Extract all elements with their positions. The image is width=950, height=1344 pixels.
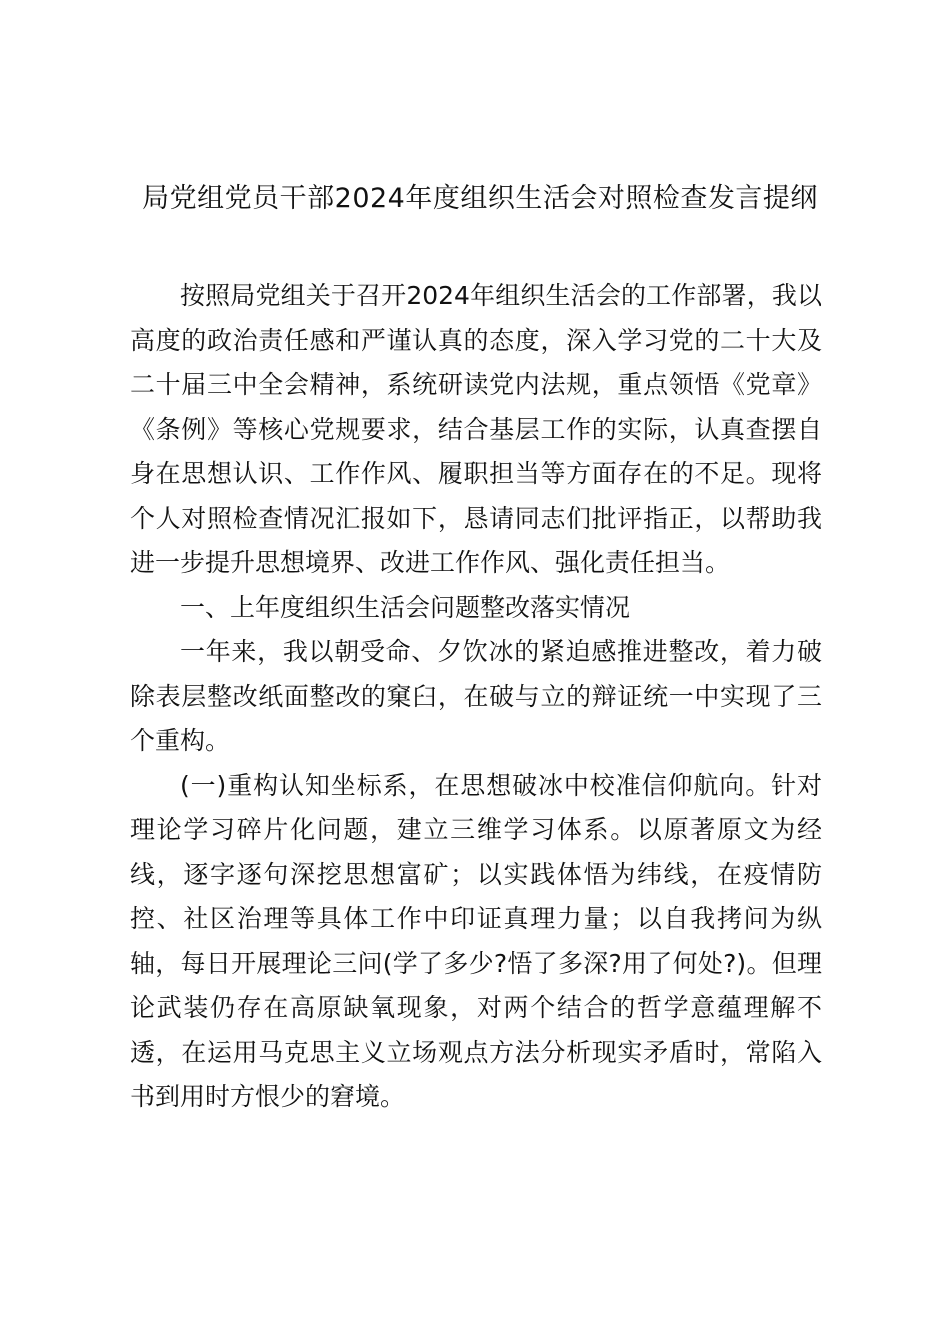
section-heading: 一、上年度组织生活会问题整改落实情况 (180, 592, 631, 622)
document-title: 局党组党员干部2024年度组织生活会对照检查发言提纲 (142, 183, 818, 214)
intro-paragraph: 按照局党组关于召开2024年组织生活会的工作部署，我以高度的政治责任感和严谨认真的态度，深入学习党的二十大及二十届三中全会精神，系统研读党内法规，重点领悟《党章》《条例》等核心党规要求，结合基层工作的实际，认真查摆自身在思想认识、工作作风、履职担当等方面存在的不足。现将个人对照检查情况汇报如下，恳请同志们批评指正，以帮助我进一步提升思想境界、改进工作作风、强化责任担当。 (130, 281, 822, 577)
subsection-paragraph: (一)重构认知坐标系，在思想破冰中校准信仰航向。针对理论学习碎片化问题，建立三维学习体系。以原著原文为经线，逐字逐句深挖思想富矿；以实践体悟为纬线，在疫情防控、社区治理等具体工作中印证真理力量；以自我拷问为纵轴，每日开展理论三问(学了多少?悟了多深?用了何处?)。但理论武装仍存在高原缺氧现象，对两个结合的哲学意蕴理解不透，在运用马克思主义立场观点方法分析现实矛盾时，常陷入书到用时方恨少的窘境。 (130, 770, 822, 1111)
section-intro-paragraph: 一年来，我以朝受命、夕饮冰的紧迫感推进整改，着力破除表层整改纸面整改的窠臼，在破与立的辩证统一中实现了三个重构。 (130, 637, 822, 755)
document-body (130, 274, 822, 1120)
